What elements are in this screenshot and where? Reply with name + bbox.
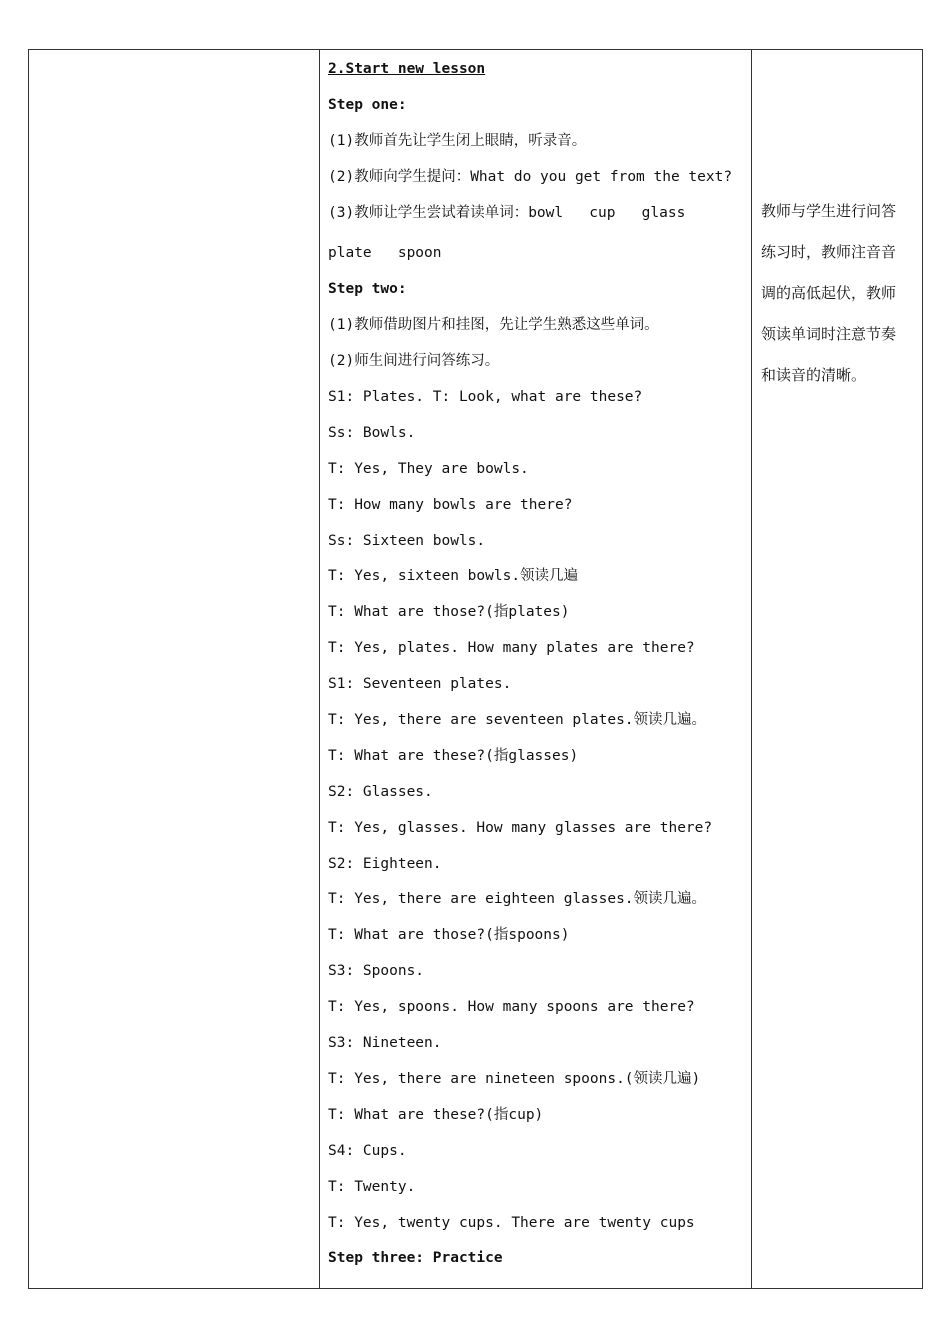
procedure-line: T: What are those?(指spoons) — [328, 927, 570, 944]
procedure-line: T: How many bowls are there? — [328, 496, 573, 513]
procedure-line: S4: Cups. — [328, 1142, 407, 1159]
procedure-line: S2: Glasses. — [328, 783, 433, 800]
procedure-line: S2: Eighteen. — [328, 855, 442, 872]
lesson-table — [28, 49, 923, 1289]
procedure-line: plate spoon — [328, 245, 442, 262]
procedure-line: T: Yes, there are eighteen glasses.领读几遍。 — [328, 891, 707, 908]
left-cell — [29, 50, 319, 1288]
teaching-procedure-cell — [328, 55, 748, 1280]
procedure-line: Ss: Bowls. — [328, 424, 416, 441]
procedure-line: (1)教师首先让学生闭上眼睛，听录音。 — [328, 132, 587, 149]
procedure-line: T: Yes, sixteen bowls.领读几遍 — [328, 568, 579, 585]
column-divider — [319, 50, 320, 1288]
procedure-line: Ss: Sixteen bowls. — [328, 532, 486, 549]
note-line: 教师与学生进行问答 — [761, 202, 897, 220]
note-line: 调的高低起伏，教师 — [761, 284, 897, 302]
procedure-line: T: What are those?(指plates) — [328, 604, 570, 621]
note-line: 领读单词时注意节奏 — [761, 325, 897, 343]
procedure-line: S1: Plates. T: Look, what are these? — [328, 389, 643, 406]
procedure-line: T: Yes, plates. How many plates are there? — [328, 640, 695, 657]
procedure-line: (2)师生间进行问答练习。 — [328, 353, 500, 370]
procedure-line: T: What are these?(指cup) — [328, 1106, 544, 1123]
procedure-line: T: Twenty. — [328, 1178, 416, 1195]
procedure-line: T: Yes, there are nineteen spoons.(领读几遍) — [328, 1070, 701, 1087]
procedure-line: T: Yes, glasses. How many glasses are there? — [328, 819, 713, 836]
procedure-line: Step two: — [328, 281, 407, 298]
procedure-line: T: Yes, spoons. How many spoons are there? — [328, 999, 695, 1016]
procedure-line: (2)教师向学生提问：What do you get from the text? — [328, 168, 733, 185]
procedure-line: Step one: — [328, 96, 407, 113]
note-line: 练习时，教师注音音 — [761, 243, 897, 261]
procedure-line: S3: Spoons. — [328, 963, 425, 980]
procedure-line: (3)教师让学生尝试着读单词：bowl cup glass — [328, 204, 686, 221]
procedure-line: T: Yes, They are bowls. — [328, 460, 529, 477]
procedure-line: 2.Start new lesson — [328, 61, 486, 77]
procedure-line: S3: Nineteen. — [328, 1035, 442, 1052]
procedure-line: S1: Seventeen plates. — [328, 676, 512, 693]
procedure-line: T: What are these?(指glasses) — [328, 747, 579, 764]
procedure-line: T: Yes, twenty cups. There are twenty cups — [328, 1214, 695, 1231]
procedure-line: T: Yes, there are seventeen plates.领读几遍。 — [328, 712, 707, 729]
teaching-notes-cell — [761, 191, 916, 396]
column-divider — [751, 50, 752, 1288]
procedure-line: (1)教师借助图片和挂图，先让学生熟悉这些单词。 — [328, 317, 659, 334]
procedure-line: Step three: Practice — [328, 1250, 503, 1267]
note-line: 和读音的清晰。 — [761, 366, 867, 384]
